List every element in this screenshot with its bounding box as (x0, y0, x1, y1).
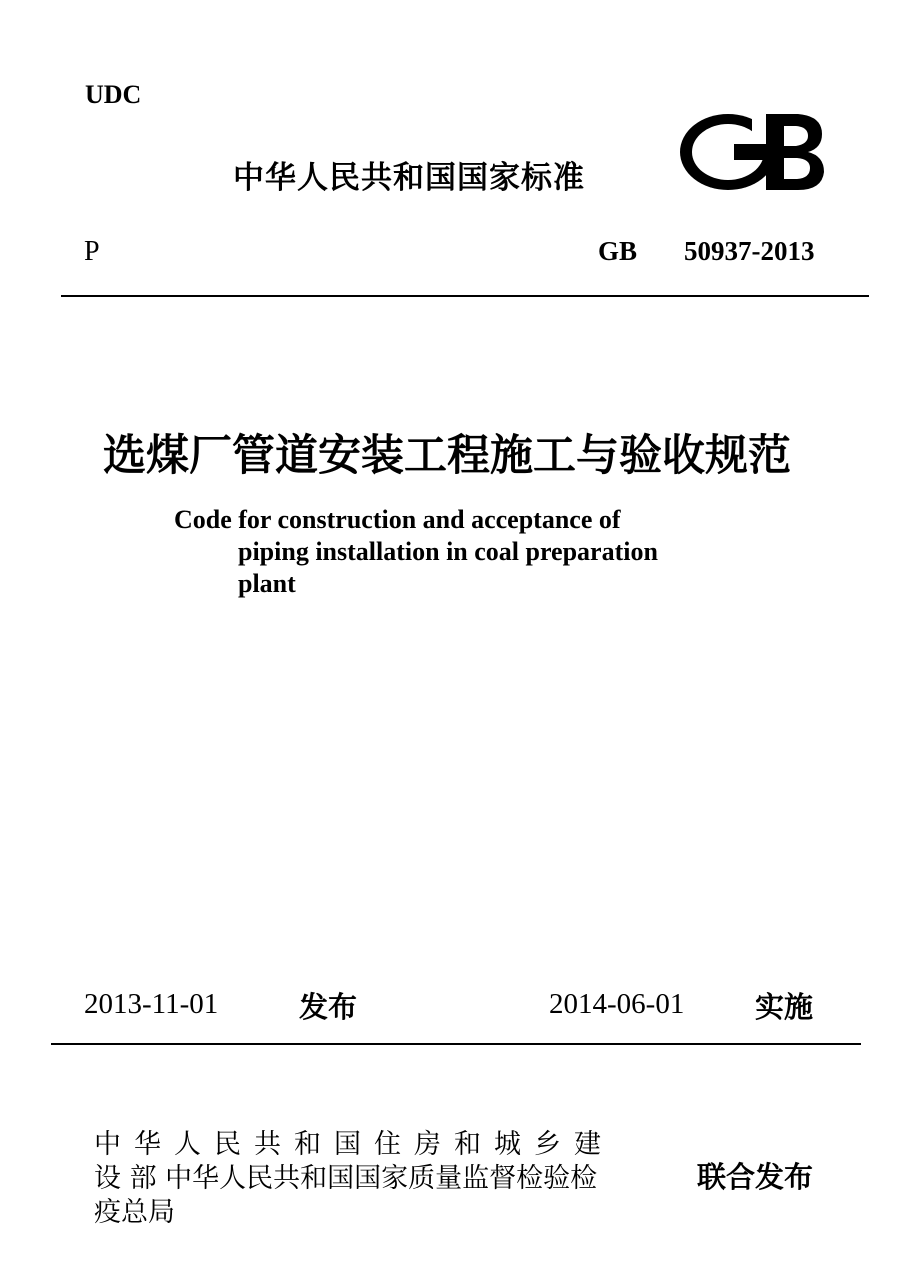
chinese-title: 选煤厂管道安装工程施工与验收规范 (103, 431, 791, 481)
publisher-line: 中华人民共和国住房和城乡建 (94, 1129, 614, 1160)
udc-label: UDC (85, 80, 142, 109)
publisher-block (94, 1128, 674, 1230)
classification-code: P (84, 236, 100, 267)
english-title-line: Code for construction and acceptance of (174, 505, 621, 534)
standard-prefix: GB (598, 236, 638, 266)
publisher-line: 疫总局 (94, 1197, 175, 1228)
english-title (174, 504, 658, 600)
issue-label: 发布 (299, 990, 358, 1024)
gb-logo (676, 110, 826, 194)
joint-issue-label: 联合发布 (697, 1160, 814, 1194)
implementation-label: 实施 (755, 990, 814, 1024)
english-title-line: piping installation in coal preparation (238, 537, 658, 566)
standard-number: 50937-2013 (684, 236, 815, 266)
footer-divider (51, 1043, 861, 1045)
issue-date: 2013-11-01 (84, 988, 219, 1020)
publisher-line: 设 部 中华人民共和国国家质量监督检验检 (94, 1163, 598, 1194)
header-divider (61, 295, 869, 297)
national-standard-heading: 中华人民共和国国家标准 (233, 160, 585, 196)
english-title-line: plant (238, 569, 296, 598)
implementation-date: 2014-06-01 (549, 988, 685, 1020)
